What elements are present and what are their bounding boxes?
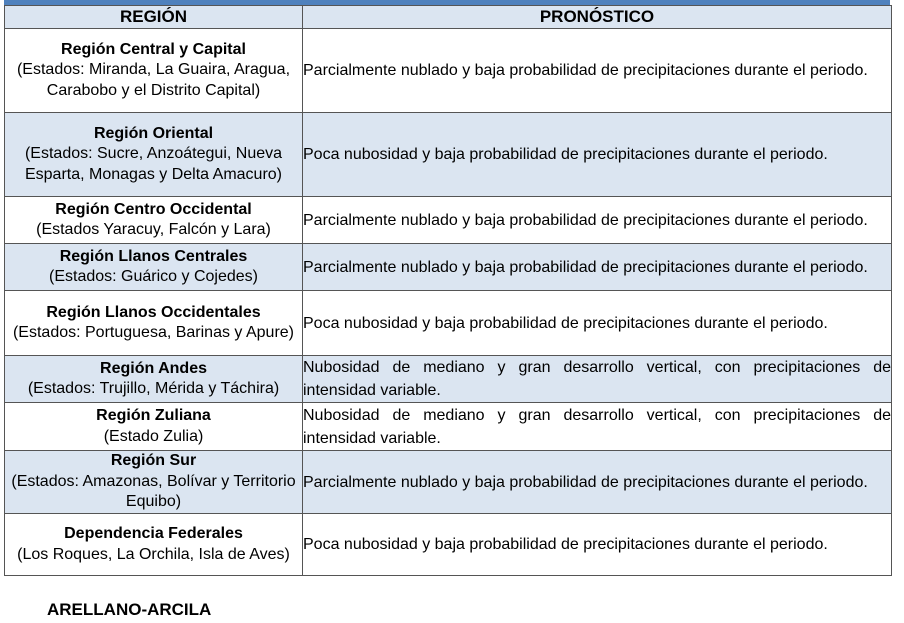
- forecast-cell: Poca nubosidad y baja probabilidad de precipitaciones durante el periodo.: [303, 291, 892, 356]
- region-name: Región Centro Occidental: [55, 200, 252, 218]
- forecast-cell: Nubosidad de mediano y gran desarrollo vertical, con precipitaciones de intensidad variable.: [303, 356, 892, 403]
- region-name: Región Oriental: [93, 124, 214, 142]
- forecast-cell: Parcialmente nublado y baja probabilidad de precipitaciones durante el periodo.: [303, 451, 892, 514]
- forecast-cell: Parcialmente nublado y baja probabilidad de precipitaciones durante el periodo.: [303, 29, 892, 113]
- table-header-row: [5, 6, 892, 29]
- region-states: (Estado Zulia): [103, 427, 204, 445]
- region-cell: [5, 197, 303, 244]
- region-cell: [5, 514, 303, 576]
- table-row: [5, 113, 892, 197]
- region-states: (Estados: Miranda, La Guaira, Aragua, Carabobo y el Distrito Capital): [16, 61, 291, 99]
- forecast-cell: Nubosidad de mediano y gran desarrollo vertical, con precipitaciones de intensidad variable.: [303, 403, 892, 451]
- region-name: Región Llanos Centrales: [59, 247, 248, 265]
- region-states: (Estados Yaracuy, Falcón y Lara): [36, 221, 271, 238]
- region-states: (Estados: Guárico y Cojedes): [49, 268, 258, 285]
- region-name: Región Andes: [100, 359, 207, 377]
- region-cell: [5, 29, 303, 113]
- region-column-header: REGIÓN: [5, 6, 303, 29]
- region-states: (Estados: Trujillo, Mérida y Táchira): [27, 380, 280, 397]
- region-states: (Los Roques, La Orchila, Isla de Aves): [17, 545, 290, 563]
- table-row: [5, 197, 892, 244]
- table-row: [5, 514, 892, 576]
- region-cell: [5, 403, 303, 451]
- forecast-cell: Poca nubosidad y baja probabilidad de precipitaciones durante el periodo.: [303, 514, 892, 576]
- region-name: Región Central y Capital: [61, 40, 246, 58]
- forecast-column-header: PRONÓSTICO: [303, 6, 892, 29]
- forecast-cell: Poca nubosidad y baja probabilidad de precipitaciones durante el periodo.: [303, 113, 892, 197]
- table-row: [5, 291, 892, 356]
- table-row: [5, 244, 892, 291]
- region-cell: [5, 451, 303, 514]
- region-name: Región Sur: [110, 452, 197, 470]
- table-row: [5, 451, 892, 514]
- author-footer: ARELLANO-ARCILA: [47, 600, 212, 619]
- region-name: Región Zuliana: [96, 407, 211, 424]
- table-row: [5, 403, 892, 451]
- table-row: [5, 29, 892, 113]
- region-name: Región Llanos Occidentales: [46, 303, 261, 321]
- region-states: (Estados: Sucre, Anzoátegui, Nueva Esparta, Monagas y Delta Amacuro): [24, 145, 283, 183]
- region-cell: [5, 291, 303, 356]
- forecast-cell: Parcialmente nublado y baja probabilidad de precipitaciones durante el periodo.: [303, 197, 892, 244]
- region-states: (Estados: Amazonas, Bolívar y Territorio Equibo): [11, 472, 296, 511]
- region-cell: [5, 356, 303, 403]
- region-cell: [5, 113, 303, 197]
- forecast-cell: Parcialmente nublado y baja probabilidad de precipitaciones durante el periodo.: [303, 244, 892, 291]
- table-row: [5, 356, 892, 403]
- region-cell: [5, 244, 303, 291]
- forecast-table: [4, 5, 892, 576]
- region-name: Dependencia Federales: [64, 525, 243, 542]
- region-states: (Estados: Portuguesa, Barinas y Apure): [12, 324, 295, 341]
